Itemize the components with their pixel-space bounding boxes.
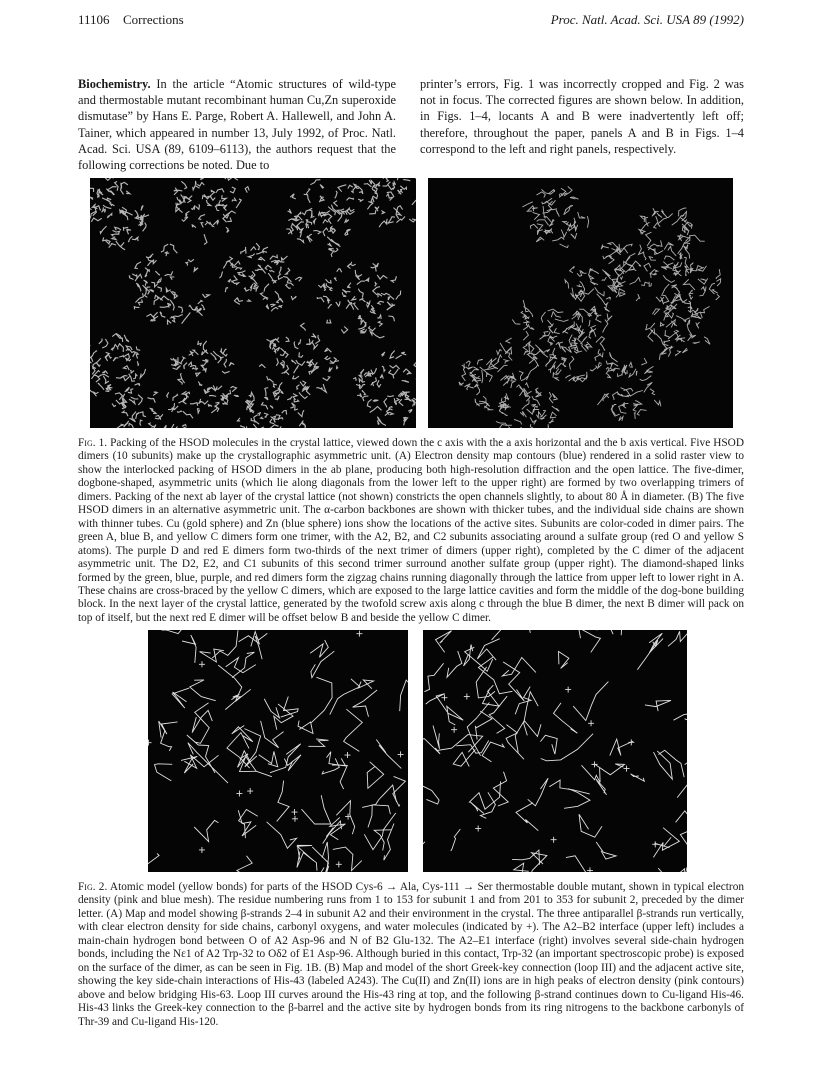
figure-1-caption bbox=[78, 437, 744, 625]
correction-heading: Biochemistry. bbox=[78, 77, 151, 91]
figure-2-label: Fig. 2. bbox=[78, 881, 108, 893]
page-number: 11106 bbox=[78, 12, 110, 27]
correction-text-left bbox=[78, 76, 396, 173]
correction-text-right bbox=[420, 76, 744, 157]
section-title: Corrections bbox=[123, 12, 184, 27]
correction-body-right: printer’s errors, Fig. 1 was incorrectly cropped and Fig. 2 was not in focus. The corrected figures are shown below. In addition, in Figs. 1–4, locants A and B were inadvertently left off; therefore, throughout the paper, panels A and B in Figs. 1–4 correspond to the left and right panels, respectively. bbox=[420, 77, 744, 156]
journal-citation: Proc. Natl. Acad. Sci. USA 89 (1992) bbox=[550, 12, 744, 27]
figure-2-caption-text: Atomic model (yellow bonds) for parts of the HSOD Cys-6 → Ala, Cys-111 → Ser thermostable double mutant, shown in typical electron density (pink and blue mesh). The residue numbering runs from 1 to 153 for subunit 1 and from 201 to 353 for subunit 2, preceded by the dimer letter. (A) Map and model showing β-strands 2–4 in subunit A2 and their environment in the crystal. The three antiparallel β-strands run vertically, with clear electron density for side chains, carbonyl oxygens, and water molecules (indicated by +). The A2–B2 interface (upper left) includes a main-chain hydrogen bond between O of A2 Asp-96 and N of B2 Glu-132. The A2–E1 interface (right) involves several side-chain hydrogen bonds, including the Nε1 of A2 Trp-32 to Oδ2 of E1 Asp-96. Although buried in this contact, Trp-32 (an important spectroscopic probe) is exposed on the surface of the dimer, as can be seen in Fig. 1B. (B) Map and model of the short Greek-key connection (loop III) and the adjacent active site, showing the key side-chain interactions of His-43 (labeled A243). The Cu(II) and Zn(II) ions are in high peaks of electron density (pink contours) above and below bridging His-63. Loop III curves around the His-43 ring at top, and the following β-strand continues down to Cu-ligand His-46. His-43 links the Greek-key connection to the β-barrel and the active site by hydrogen bonds from its ring nitrogens to the backbone carbonyls of Thr-39 and Cu-ligand His-120. bbox=[78, 881, 744, 1028]
figure-1-caption-text: Packing of the HSOD molecules in the crystal lattice, viewed down the c axis with the a axis horizontal and the b axis vertical. Five HSOD dimers (10 subunits) make up the crystallographic asymmetric unit. (A) Electron density map contours (blue) rendered in a solid raster view to show the interlocked packing of HSOD dimers in the ab plane, producing both high-resolution diffraction and the open lattice. The five-dimer, dogbone-shaped, asymmetric units (which lie along diagonals from the lower left to the upper right) are formed by two overlapping trimers of dimers. Packing of the next ab layer of the crystal lattice (not shown) constricts the open channels slightly, to about 80 Å in diameter. (B) The five HSOD dimers in an alternative asymmetric unit. The α-carbon backbones are shown with thicker tubes, and the individual side chains are shown with thinner tubes. Cu (gold sphere) and Zn (blue sphere) ions show the locations of the active sites. Subunits are color-coded in dimer pairs. The green A, blue B, and yellow C dimers form one trimer, with the A2, B2, and C2 subunits associating around a sulfate group (red O and yellow S atoms). The purple D and red E dimers form two-thirds of the next trimer of dimers (upper right), completed by the C dimer of the adjacent asymmetric unit. The D2, E2, and C1 subunits of this second trimer surround another sulfate group (upper right). The diamond-shaped links formed by the green, blue, purple, and red dimers form the zigzag chains running diagonally through the lattice from upper left to lower right in A. These chains are cross-braced by the yellow C dimers, which are exposed to the large lattice cavities and form the middle of the dog-bone building block. In the next layer of the crystal lattice, generated by the twofold screw axis along c through the blue B dimer, the next B dimer will pack on top of itself, but the next red E dimer will be offset below B and beside the yellow C dimer. bbox=[78, 437, 744, 624]
running-header bbox=[78, 12, 744, 28]
figure-2b-active-site-model bbox=[423, 630, 687, 872]
figure-2-caption bbox=[78, 881, 744, 1029]
figure-1-label: Fig. 1. bbox=[78, 437, 108, 449]
figure-1b-backbone-model bbox=[428, 178, 733, 428]
figure-1a-density-map bbox=[90, 178, 416, 428]
correction-body-left: In the article “Atomic structures of wild-type and thermostable mutant recombinant human Cu,Zn superoxide dismutase” by Hans E. Parge, Robert A. Hallewell, and John A. Tainer, which appeared in number 13, July 1992, of Proc. Natl. Acad. Sci. USA (89, 6109–6113), the authors request that the following corrections be noted. Due to bbox=[78, 77, 396, 173]
figure-2a-strand-model bbox=[148, 630, 408, 872]
